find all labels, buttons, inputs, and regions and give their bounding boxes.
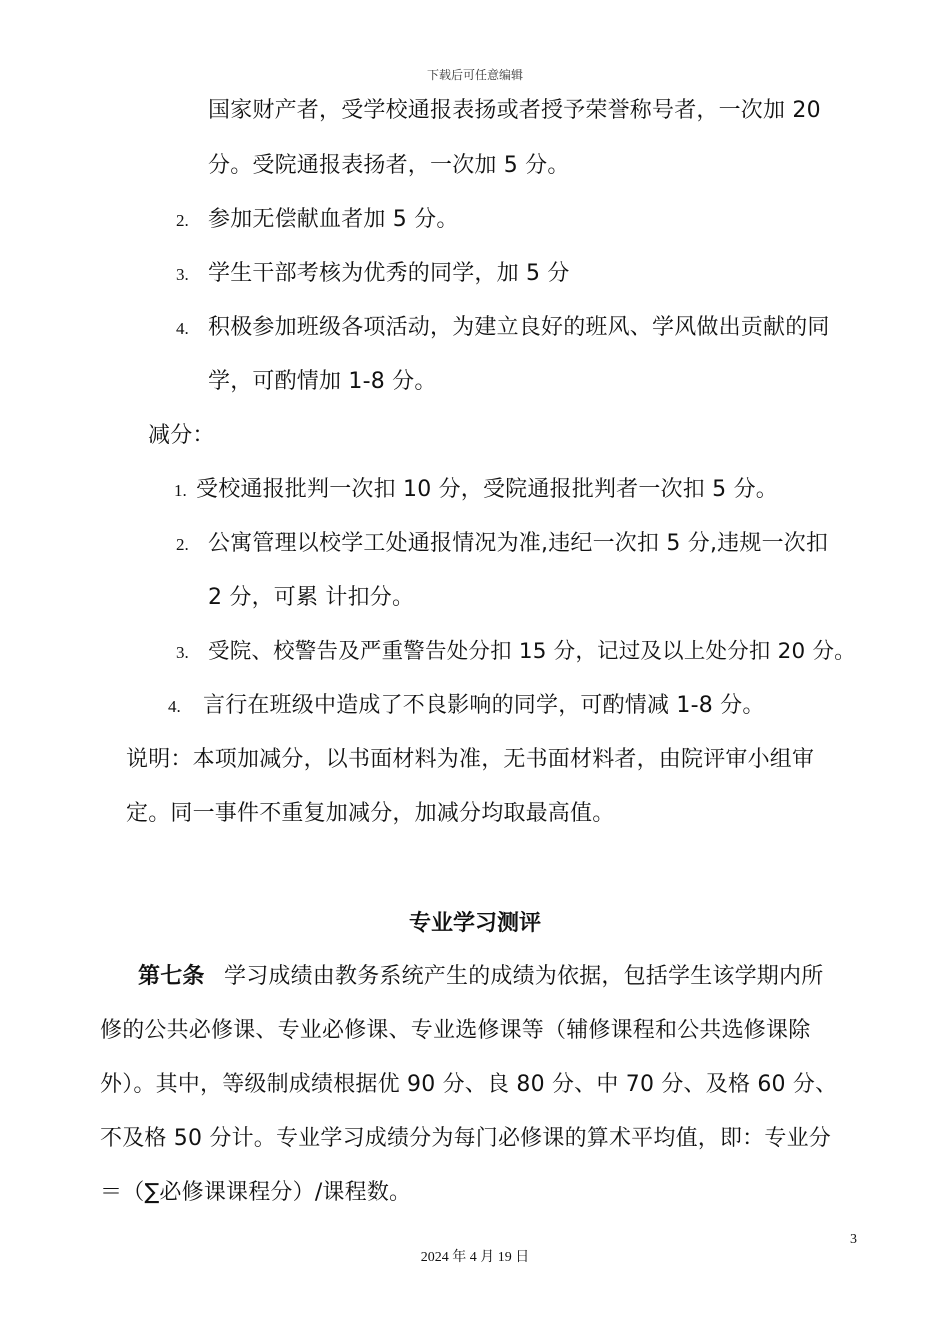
bonus-item-number: 4. (176, 319, 189, 338)
page-header: 下载后可任意编辑 (426, 68, 523, 82)
bonus-cont-line-2: 分。受院通报表扬者，一次加 5 分。 (208, 153, 570, 178)
deduct-item-number: 2. (176, 535, 189, 554)
deduct-item-text: 受院、校警告及严重警告处分扣 15 分，记过及以上处分扣 20 分。 (208, 639, 856, 664)
bonus-item-text: 积极参加班级各项活动，为建立良好的班风、学风做出贡献的同 (208, 315, 830, 340)
section-title: 专业学习测评 (408, 911, 541, 936)
article-line-4: 不及格 50 分计。专业学习成绩分为每门必修课的算术平均值，即：专业分 (100, 1126, 831, 1151)
note-line-1: 说明：本项加减分，以书面材料为准，无书面材料者，由院评审小组审 (126, 747, 815, 772)
deduct-item-number: 3. (176, 643, 189, 662)
article-line-5: ＝（∑必修课课程分）/课程数。 (100, 1180, 412, 1205)
deduct-item-text: 受校通报批判一次扣 10 分，受院通报批判者一次扣 5 分。 (196, 477, 778, 502)
note-line-2: 定。同一事件不重复加减分，加减分均取最高值。 (126, 801, 615, 826)
deduct-item-text: 言行在班级中造成了不良影响的同学，可酌情减 1-8 分。 (203, 693, 765, 718)
deduct-item-number: 4. (168, 697, 181, 716)
article-label: 第七条 (138, 964, 205, 989)
article-line-3: 外）。其中，等级制成绩根据优 90 分、良 80 分、中 70 分、及格 60 分、 (100, 1072, 838, 1097)
bonus-item-number: 2. (176, 211, 189, 230)
bonus-item-text-cont: 学，可酌情加 1-8 分。 (208, 369, 437, 394)
bonus-cont-line-1: 国家财产者，受学校通报表扬或者授予荣誉称号者，一次加 20 (208, 98, 821, 123)
footer-date: 2024 年 4 月 19 日 (420, 1250, 530, 1265)
deduct-item-text-cont: 2 分，可累 计扣分。 (208, 585, 415, 610)
page-number: 3 (850, 1232, 857, 1247)
bonus-item-text: 参加无偿献血者加 5 分。 (208, 207, 459, 232)
deduct-item-number: 1. (174, 481, 187, 500)
deduct-item-text: 公寓管理以校学工处通报情况为准,违纪一次扣 5 分,违规一次扣 (208, 531, 829, 556)
deduct-heading: 减分： (148, 423, 215, 448)
article-line-2: 修的公共必修课、专业必修课、专业选修课等（辅修课程和公共选修课除 (100, 1018, 811, 1043)
bonus-item-text: 学生干部考核为优秀的同学，加 5 分 (208, 261, 570, 286)
article-line-1: 学习成绩由教务系统产生的成绩为依据，包括学生该学期内所 (224, 964, 824, 989)
bonus-item-number: 3. (176, 265, 189, 284)
